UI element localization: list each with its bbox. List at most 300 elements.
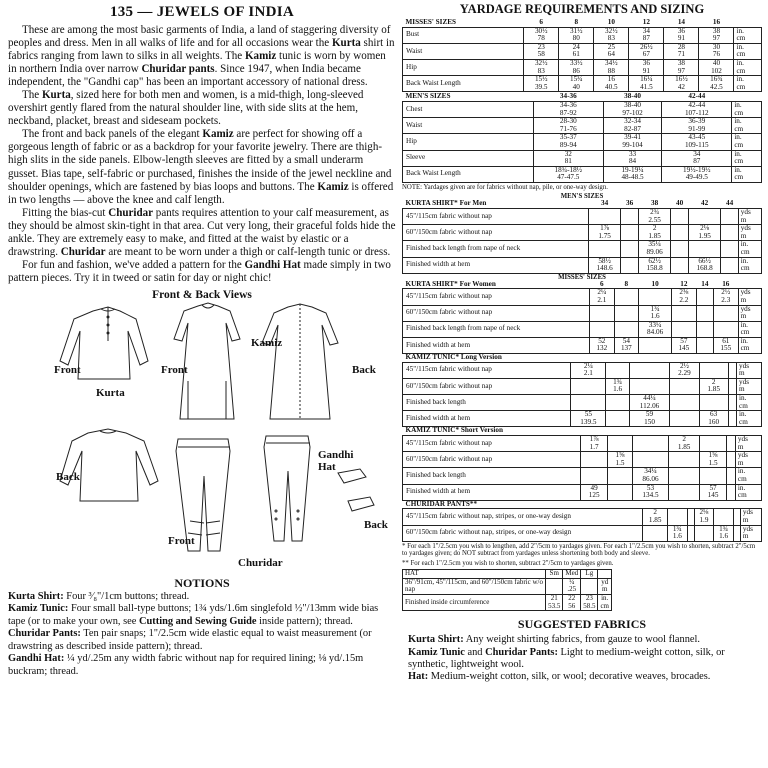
size-header: 34 bbox=[588, 200, 621, 208]
value-cell: 54 137 bbox=[614, 337, 639, 353]
value-cell: 30½ 78 bbox=[524, 27, 559, 43]
row-label: Finished width at hem bbox=[403, 484, 581, 500]
value-cell: 26½ 67 bbox=[629, 43, 664, 59]
value-cell bbox=[643, 525, 668, 541]
value-cell bbox=[614, 305, 639, 321]
value-cell bbox=[590, 321, 615, 337]
table-row bbox=[403, 150, 762, 166]
value-cell bbox=[672, 321, 697, 337]
value-cell bbox=[728, 411, 736, 427]
value-cell: 57 145 bbox=[672, 337, 697, 353]
misses-sizing-table bbox=[402, 19, 762, 92]
value-cell: 1⅝ 1.5 bbox=[699, 452, 726, 468]
table-row bbox=[403, 257, 762, 273]
value-cell bbox=[714, 321, 739, 337]
value-cell: 59 150 bbox=[629, 411, 670, 427]
value-cell: 38 97 bbox=[699, 27, 734, 43]
value-cell: 1¾ 1.6 bbox=[639, 305, 672, 321]
unit-cell: in. cm bbox=[734, 76, 762, 92]
row-label: Back Waist Length bbox=[403, 166, 534, 182]
value-cell: 33½ 86 bbox=[559, 59, 594, 75]
value-cell bbox=[727, 452, 736, 468]
kurta-men-table bbox=[402, 200, 762, 273]
value-cell: ¼ .25 bbox=[563, 578, 581, 594]
unit-cell: in. cm bbox=[738, 337, 761, 353]
notion-ref: Cutting and Sewing Guide bbox=[139, 615, 257, 627]
intro-paragraph: These are among the most basic garments of India, a land of staggering diversity of peoples and dress. Men in all walks of life and for all occasions wear the Kurta shirt in fabrics ranging from lawn to silks in all weights. The Kamiz tunic is worn by women in northern India over narrow Churidar pants. Since 1947, when India became independent, the "Gandhi cap" has been an important accessory of national dress. bbox=[8, 24, 395, 89]
size-header bbox=[687, 501, 694, 509]
value-cell: 43-45 109-115 bbox=[662, 134, 732, 150]
value-cell bbox=[621, 257, 638, 273]
intro-paragraph: The front and back panels of the elegant Kamiz are perfect for showing off a gorgeous length of fabric or as a backdrop for your favorite jewelry. There are thigh-high slits in the side panels. Elbow-length sleeves are fitted by a small underarm gusset. Bias tape, self-fabric or purchased, finishes the inside of the jewel neckline and shoulder openings, which are fastened by bias loops and buttons. The Kamiz is offered in two lengths — above the knee and calf length. bbox=[8, 128, 394, 206]
notion-item: Churidar Pants: Ten pair snaps; 1"/2.5cm wide elastic equal to waist measurement (or drawstring as described inside pattern); thread. bbox=[8, 628, 372, 652]
bold-term: Kamiz bbox=[202, 128, 234, 141]
value-cell bbox=[727, 484, 736, 500]
row-label: Back Waist Length bbox=[403, 76, 524, 92]
value-cell: 40 102 bbox=[699, 59, 734, 75]
value-cell: 44¼ 112.06 bbox=[629, 395, 670, 411]
value-cell bbox=[688, 241, 721, 257]
value-cell: 34½ 88 bbox=[594, 59, 629, 75]
value-cell: 23 58 bbox=[524, 43, 559, 59]
value-cell bbox=[580, 468, 607, 484]
nap-note: NOTE: Yardages given are for fabrics without nap, pile, or one-way design. bbox=[402, 183, 608, 191]
value-cell bbox=[639, 289, 672, 305]
size-header: 16 bbox=[699, 19, 734, 27]
value-cell: 62½ 158.8 bbox=[638, 257, 671, 273]
size-header bbox=[728, 354, 736, 362]
value-cell: 15½ 39.5 bbox=[524, 76, 559, 92]
value-cell bbox=[621, 208, 638, 224]
row-label: 45"/115cm fabric without nap bbox=[403, 208, 589, 224]
table-row bbox=[403, 76, 762, 92]
value-cell: 16¼ 41.5 bbox=[629, 76, 664, 92]
size-header bbox=[608, 427, 632, 435]
value-cell bbox=[608, 436, 632, 452]
intro-paragraph: The Kurta, sized here for both men and women, is a mid-thigh, long-sleeved overshirt gently flared from the natural shoulder line, with side slits at the hem, neckband, placket, breast and sideseam pockets. bbox=[8, 89, 364, 128]
size-header bbox=[727, 427, 736, 435]
row-label: 36"/91cm, 45"/115cm, and 60"/150cm fabric w/o nap bbox=[403, 578, 546, 594]
table-row bbox=[403, 289, 762, 305]
value-cell: 2 1.85 bbox=[669, 436, 700, 452]
value-cell: 25 64 bbox=[594, 43, 629, 59]
suggested-fabrics-title: SUGGESTED FABRICS bbox=[517, 617, 647, 632]
unit-cell: in. cm bbox=[732, 150, 762, 166]
value-cell bbox=[727, 436, 736, 452]
value-cell: 31½ 80 bbox=[559, 27, 594, 43]
value-cell: 35¼ 89.06 bbox=[638, 241, 671, 257]
size-header bbox=[670, 354, 699, 362]
size-header: 38-40 bbox=[603, 93, 661, 101]
unit-cell: in. cm bbox=[732, 118, 762, 134]
bold-term: Churidar pants bbox=[141, 63, 215, 76]
value-cell: 36 91 bbox=[629, 59, 664, 75]
garment-drawings bbox=[8, 301, 396, 576]
table-row bbox=[403, 411, 762, 427]
value-cell: 38-40 97-102 bbox=[603, 101, 661, 117]
pattern-title: 135 — JEWELS OF INDIA bbox=[109, 4, 295, 20]
kurta-back-drawing bbox=[60, 429, 158, 501]
value-cell bbox=[671, 257, 688, 273]
value-cell: 28 71 bbox=[664, 43, 699, 59]
row-label: Finished back length from nape of neck bbox=[403, 321, 590, 337]
mens-sizing-table bbox=[402, 93, 762, 183]
value-cell bbox=[687, 509, 694, 525]
value-cell: 61 155 bbox=[714, 337, 739, 353]
value-cell: 1¾ 1.6 bbox=[606, 378, 629, 394]
size-header: 6 bbox=[524, 19, 559, 27]
notion-name: Churidar Pants: bbox=[8, 628, 81, 640]
views-title: Front & Back Views bbox=[152, 288, 252, 301]
unit-cell: yds m bbox=[738, 225, 761, 241]
row-label: Finished back length bbox=[403, 395, 571, 411]
value-cell: 1¾ 1.6 bbox=[668, 525, 688, 541]
size-header: 6 bbox=[590, 281, 615, 289]
notion-item: Kamiz Tunic: Four small ball-type buttons; 1¾ yds/1.6m singlefold ½"/13mm wide bias tape (or to make your own, see Cutting and Sewing Guide inside pattern); thread. bbox=[8, 603, 379, 627]
unit-cell: in. cm bbox=[735, 484, 761, 500]
value-cell bbox=[639, 337, 672, 353]
unit-cell: yds m bbox=[740, 509, 761, 525]
value-cell bbox=[629, 362, 670, 378]
table-header-row bbox=[403, 93, 762, 101]
value-cell bbox=[727, 468, 736, 484]
table-row bbox=[403, 578, 612, 594]
value-cell bbox=[714, 305, 739, 321]
notion-item: Gandhi Hat: ¼ yd/.25m any width fabric without nap for required lining; ⅛ yd/.15m buckram; thread. bbox=[8, 653, 364, 677]
row-label: Finished back length bbox=[403, 468, 581, 484]
table-row bbox=[403, 484, 762, 500]
kamiz-label: Kamiz bbox=[251, 336, 283, 349]
row-label: Finished width at hem bbox=[403, 257, 589, 273]
value-cell bbox=[614, 321, 639, 337]
table-row bbox=[403, 509, 762, 525]
value-cell: 36-39 91-99 bbox=[662, 118, 732, 134]
value-cell bbox=[699, 362, 728, 378]
table-row bbox=[403, 595, 612, 611]
unit-cell: yds m bbox=[737, 378, 762, 394]
suggested-item: Kurta Shirt: Any weight shirting fabrics, from gauze to wool flannel. bbox=[408, 634, 701, 646]
size-header: Med bbox=[563, 570, 581, 579]
table-row bbox=[403, 101, 762, 117]
size-header bbox=[571, 354, 606, 362]
value-cell bbox=[733, 509, 740, 525]
value-cell: 22 56 bbox=[563, 595, 581, 611]
kurta-front-label: Front bbox=[54, 363, 81, 376]
value-cell bbox=[699, 436, 726, 452]
row-label: Sleeve bbox=[403, 150, 534, 166]
value-cell: 42-44 107-112 bbox=[662, 101, 732, 117]
value-cell: 39-41 99-104 bbox=[603, 134, 661, 150]
table-section-title: KURTA SHIRT* For Women bbox=[403, 281, 590, 289]
size-header bbox=[734, 19, 762, 27]
size-header: 42-44 bbox=[662, 93, 732, 101]
value-cell bbox=[696, 305, 713, 321]
value-cell bbox=[728, 362, 736, 378]
table-row bbox=[403, 321, 762, 337]
row-label: 60"/150cm fabric without nap, stripes, or one-way design bbox=[403, 525, 643, 541]
hat-table bbox=[402, 569, 612, 611]
value-cell bbox=[672, 305, 697, 321]
notion-name: Gandhi Hat: bbox=[8, 653, 65, 665]
value-cell: 66½ 168.8 bbox=[688, 257, 721, 273]
unit-cell: yds m bbox=[738, 208, 761, 224]
value-cell bbox=[669, 468, 700, 484]
value-cell bbox=[669, 452, 700, 468]
value-cell: 23 58.5 bbox=[581, 595, 598, 611]
kamiz-front-drawing bbox=[174, 303, 240, 419]
value-cell bbox=[608, 484, 632, 500]
row-label: 45"/115cm fabric without nap bbox=[403, 362, 571, 378]
size-header: Lg bbox=[581, 570, 598, 579]
unit-cell: yds m bbox=[735, 436, 761, 452]
row-label: Finished width at hem bbox=[403, 337, 590, 353]
kurta-label: Kurta bbox=[96, 386, 125, 399]
value-cell: 34 87 bbox=[629, 27, 664, 43]
gandhi-hat-label: Gandhi Hat bbox=[318, 448, 354, 473]
value-cell bbox=[606, 411, 629, 427]
notion-item: Kurta Shirt: Four ³⁄₈"/1cm buttons; thread. bbox=[8, 590, 190, 602]
table-section-title: KURTA SHIRT* For Men bbox=[403, 200, 589, 208]
value-cell: 33¼ 84.06 bbox=[639, 321, 672, 337]
value-cell bbox=[696, 321, 713, 337]
table-row bbox=[403, 525, 762, 541]
row-label: 45"/115cm fabric without nap bbox=[403, 289, 590, 305]
value-cell: 16¾ 42.5 bbox=[699, 76, 734, 92]
value-cell bbox=[632, 452, 669, 468]
value-cell: 15¾ 40 bbox=[559, 76, 594, 92]
table-row bbox=[403, 166, 762, 182]
row-label: Hip bbox=[403, 59, 524, 75]
bold-term: Churidar bbox=[108, 206, 154, 219]
value-cell bbox=[580, 452, 607, 468]
value-cell: 2½ 2.3 bbox=[714, 289, 739, 305]
value-cell: 2 1.85 bbox=[643, 509, 668, 525]
unit-cell: in. cm bbox=[734, 43, 762, 59]
size-header: 8 bbox=[614, 281, 639, 289]
unit-cell: in. cm bbox=[734, 27, 762, 43]
value-cell: 16½ 42 bbox=[664, 76, 699, 92]
value-cell bbox=[733, 525, 740, 541]
table-section-title: MISSES' SIZES bbox=[403, 19, 524, 27]
size-header: 12 bbox=[629, 19, 664, 27]
unit-cell: in. cm bbox=[738, 321, 761, 337]
table-row bbox=[403, 208, 762, 224]
value-cell bbox=[670, 378, 699, 394]
size-header bbox=[737, 354, 762, 362]
unit-cell: yds m bbox=[735, 452, 761, 468]
table-header-row bbox=[403, 281, 762, 289]
unit-cell: in. cm bbox=[738, 241, 761, 257]
value-cell bbox=[571, 395, 606, 411]
value-cell: 19-19¼ 48-48.5 bbox=[603, 166, 661, 182]
bold-term: Churidar bbox=[60, 245, 106, 258]
size-header: Sm bbox=[546, 570, 563, 579]
value-cell: 33 84 bbox=[603, 150, 661, 166]
row-label: Waist bbox=[403, 118, 534, 134]
value-cell: 49 125 bbox=[580, 484, 607, 500]
row-label: 60"/150cm fabric without nap bbox=[403, 225, 589, 241]
value-cell: 32½ 83 bbox=[594, 27, 629, 43]
value-cell bbox=[688, 208, 721, 224]
row-label: 45"/115cm fabric without nap, stripes, or one-way design bbox=[403, 509, 643, 525]
value-cell: 28-30 71-76 bbox=[533, 118, 603, 134]
row-label: Finished width at hem bbox=[403, 411, 571, 427]
unit-cell: in. cm bbox=[732, 134, 762, 150]
hat-back-label: Back bbox=[364, 518, 388, 531]
value-cell bbox=[694, 525, 714, 541]
kamiz-back-drawing bbox=[262, 304, 338, 419]
mens-sizes-bar: MEN'S SIZES bbox=[560, 193, 604, 201]
table-row bbox=[403, 27, 762, 43]
size-header: 10 bbox=[594, 19, 629, 27]
intro-paragraph: Fitting the bias-cut Churidar pants requires attention to your calf measurement, as they should be almost skin-tight in that area. Cut very long, their graceful folds hide the ankle. They are extremely easy to make, and fitted at the waist by elastic or a drawstring. Churidar are meant to be worn under a thigh or calf-length tunic or dress. bbox=[8, 206, 396, 258]
size-header bbox=[699, 427, 726, 435]
row-label: 60"/150cm fabric without nap bbox=[403, 305, 590, 321]
value-cell bbox=[728, 395, 736, 411]
size-header: 8 bbox=[559, 19, 594, 27]
kamiz-long-table bbox=[402, 354, 762, 427]
suggested-item: Kamiz Tunic and Churidar Pants: Light to medium-weight cotton, silk, or synthetic, lightweight wool. bbox=[408, 646, 725, 670]
shorten-note: ** For each 1"/2.5cm you wish to shorten, subtract 2"/5cm to yardages given. bbox=[402, 559, 614, 567]
unit-cell: in. cm bbox=[738, 257, 761, 273]
value-cell: 2⅛ 1.95 bbox=[688, 225, 721, 241]
value-cell bbox=[669, 484, 700, 500]
value-cell bbox=[621, 241, 638, 257]
value-cell bbox=[581, 578, 598, 594]
value-cell: 57 145 bbox=[699, 484, 726, 500]
value-cell: 55 139.5 bbox=[571, 411, 606, 427]
value-cell bbox=[696, 289, 713, 305]
row-label: Finished inside circumference bbox=[403, 595, 546, 611]
table-header-row bbox=[403, 354, 762, 362]
suggested-name: Hat: bbox=[408, 671, 429, 683]
value-cell bbox=[721, 241, 738, 257]
value-cell: 36 91 bbox=[664, 27, 699, 43]
value-cell bbox=[546, 578, 563, 594]
value-cell: 1⅞ 1.7 bbox=[580, 436, 607, 452]
size-header: 36 bbox=[621, 200, 638, 208]
value-cell bbox=[699, 395, 728, 411]
table-row bbox=[403, 468, 762, 484]
value-cell: 35-37 89-94 bbox=[533, 134, 603, 150]
unit-cell: yds m bbox=[738, 305, 761, 321]
value-cell bbox=[608, 468, 632, 484]
value-cell: 2½ 2.29 bbox=[670, 362, 699, 378]
table-row bbox=[403, 118, 762, 134]
value-cell: 32 81 bbox=[533, 150, 603, 166]
table-row bbox=[403, 362, 762, 378]
value-cell: 52 132 bbox=[590, 337, 615, 353]
value-cell bbox=[728, 378, 736, 394]
value-cell: 2 1.85 bbox=[638, 225, 671, 241]
size-header: 14 bbox=[696, 281, 713, 289]
size-header: 42 bbox=[688, 200, 721, 208]
value-cell: 1¾ 1.6 bbox=[714, 525, 734, 541]
value-cell bbox=[606, 362, 629, 378]
unit-cell: in. cm bbox=[598, 595, 612, 611]
notion-name: Kurta Shirt: bbox=[8, 590, 64, 602]
table-row bbox=[403, 225, 762, 241]
value-cell: 24 61 bbox=[559, 43, 594, 59]
value-cell bbox=[668, 509, 688, 525]
value-cell bbox=[571, 378, 606, 394]
value-cell bbox=[614, 289, 639, 305]
unit-cell: yds m bbox=[737, 362, 762, 378]
table-row bbox=[403, 452, 762, 468]
size-header bbox=[629, 354, 670, 362]
value-cell: 58½ 148.6 bbox=[588, 257, 621, 273]
value-cell bbox=[721, 225, 738, 241]
row-label: Bust bbox=[403, 27, 524, 43]
notions-title: NOTIONS bbox=[174, 575, 230, 590]
suggested-name: Kamiz Tunic bbox=[408, 646, 465, 658]
table-section-title: KAMIZ TUNIC* Short Version bbox=[403, 427, 581, 435]
value-cell bbox=[671, 208, 688, 224]
value-cell bbox=[629, 378, 670, 394]
notion-name: Kamiz Tunic: bbox=[8, 603, 69, 615]
value-cell: 34-36 87-92 bbox=[533, 101, 603, 117]
table-header-row bbox=[403, 427, 762, 435]
value-cell: 32-34 82-87 bbox=[603, 118, 661, 134]
size-header: 12 bbox=[672, 281, 697, 289]
size-header: 16 bbox=[714, 281, 739, 289]
value-cell: 21 53.5 bbox=[546, 595, 563, 611]
value-cell bbox=[696, 337, 713, 353]
left-column bbox=[8, 4, 396, 678]
value-cell bbox=[632, 436, 669, 452]
value-cell: 18¾-18½ 47-47.5 bbox=[533, 166, 603, 182]
value-cell bbox=[714, 509, 734, 525]
table-row bbox=[403, 337, 762, 353]
suggested-fabrics-list bbox=[402, 634, 762, 684]
value-cell bbox=[699, 468, 726, 484]
row-label: Finished back length from nape of neck bbox=[403, 241, 589, 257]
unit-cell: in. cm bbox=[737, 411, 762, 427]
right-column bbox=[402, 2, 762, 684]
churidar-table bbox=[402, 501, 762, 542]
value-cell: 32½ 83 bbox=[524, 59, 559, 75]
row-label: Waist bbox=[403, 43, 524, 59]
value-cell bbox=[671, 241, 688, 257]
suggested-item: Hat: Medium-weight cotton, silk, or wool; decorative weaves, brocades. bbox=[408, 671, 711, 683]
notions-list bbox=[8, 591, 396, 679]
bold-term: Gandhi Hat bbox=[244, 258, 301, 271]
value-cell: 38 97 bbox=[664, 59, 699, 75]
intro-paragraph: For fun and fashion, we've added a pattern for the Gandhi Hat made simply in two pattern pieces. Try it in tweed or satin for day or night chic! bbox=[8, 258, 391, 284]
gandhi-hat-drawing bbox=[338, 469, 374, 511]
size-header: 44 bbox=[721, 200, 738, 208]
value-cell bbox=[670, 395, 699, 411]
size-header: 14 bbox=[664, 19, 699, 27]
size-header bbox=[699, 354, 728, 362]
size-header: 10 bbox=[639, 281, 672, 289]
table-header-row bbox=[403, 200, 762, 208]
value-cell: 2⅜ 2.2 bbox=[672, 289, 697, 305]
kurta-women-table bbox=[402, 281, 762, 354]
kamiz-front-label: Front bbox=[161, 363, 188, 376]
row-label: 60"/150cm fabric without nap bbox=[403, 378, 571, 394]
size-header bbox=[632, 427, 669, 435]
suggested-name: Kurta Shirt: bbox=[408, 634, 464, 646]
value-cell bbox=[670, 411, 699, 427]
value-cell: 2¼ 2.1 bbox=[590, 289, 615, 305]
churidar-label: Churidar bbox=[238, 556, 283, 569]
churidar-back-drawing bbox=[264, 436, 310, 541]
unit-cell: in. cm bbox=[732, 101, 762, 117]
row-label: 60"/150cm fabric without nap bbox=[403, 452, 581, 468]
churidar-front-label: Front bbox=[168, 534, 195, 547]
table-section-title: HAT bbox=[403, 570, 546, 579]
